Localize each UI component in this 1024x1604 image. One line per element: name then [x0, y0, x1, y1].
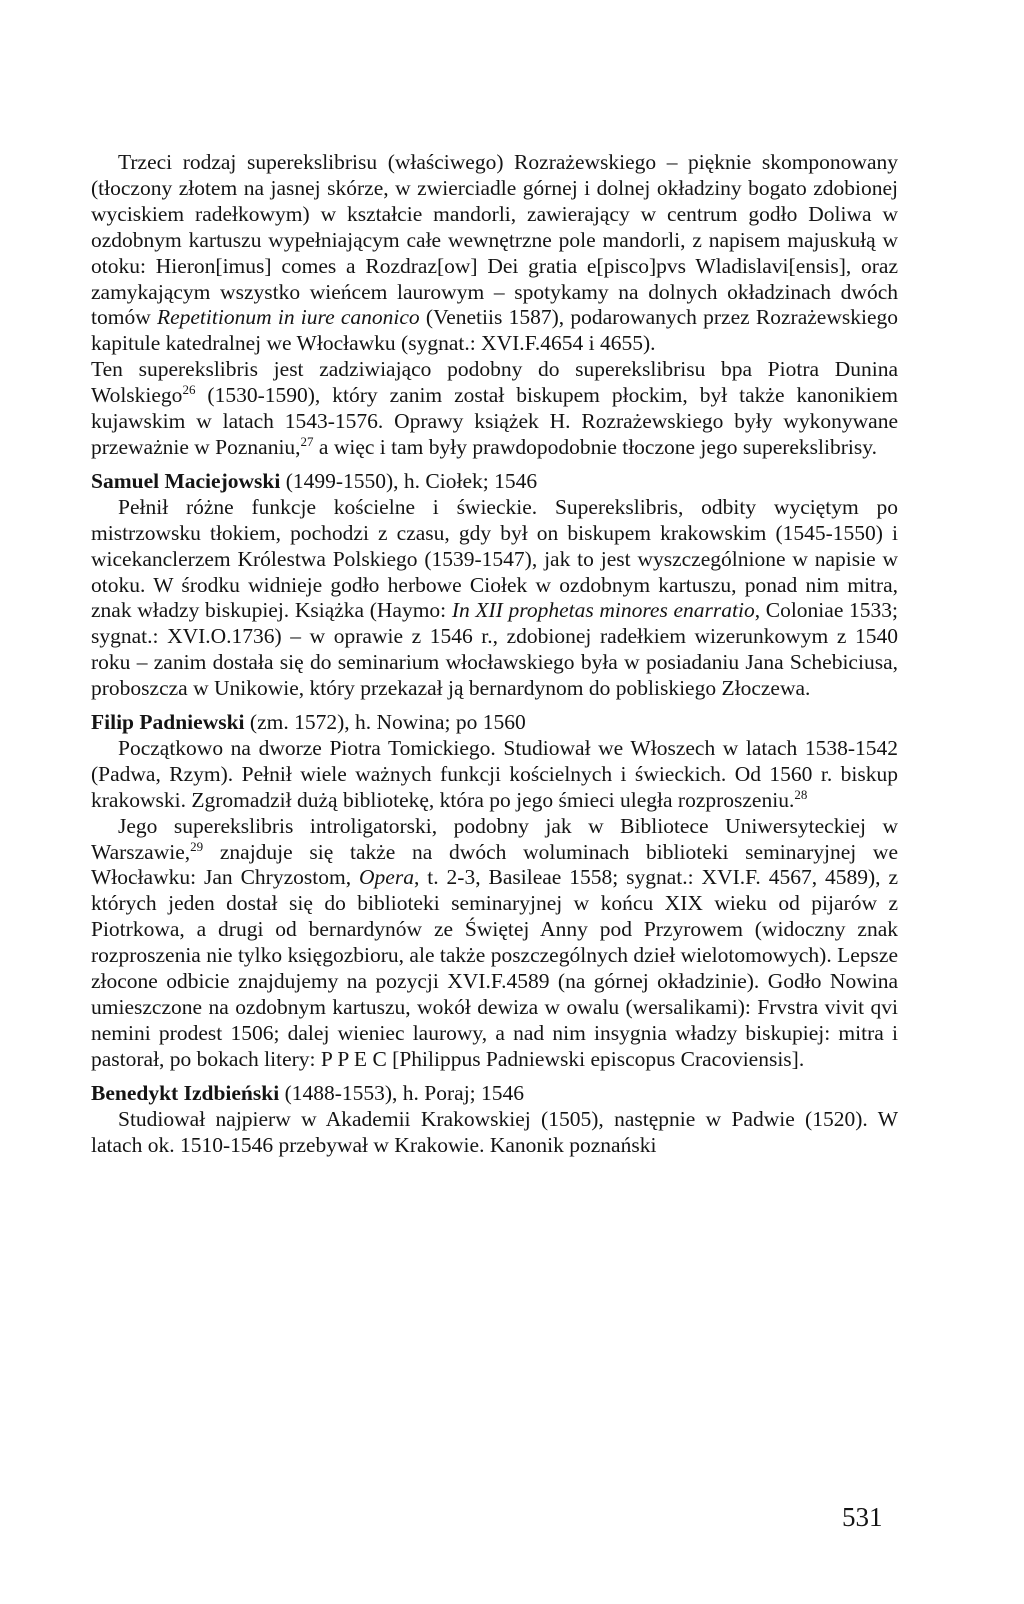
- book-title: In XII prophetas minores enarratio: [451, 598, 755, 623]
- paragraph-rozrazewski-superexlibris: Trzeci rodzaj superekslibrisu (właściwego) Rozrażewskiego – pięknie skomponowany (tłoczony złotem na jasnej skórze, w zwierciadle górnej i dolnej okładziny bogato zdobionej wyciskiem radełkowym) w kształcie mandorli, zawierający w centrum godło Doliwa w ozdobnym kartuszu wypełniającym całe wewnętrzne pole mandorli, z napisem majuskułą w otoku: Hieron[imus] comes a Rozdraz[ow] Dei gratia e[pisco]pvs Wladislavi[ensis], oraz zamykającym wszystko wieńcem laurowym – spotykamy na dolnych okładzinach dwóch tomów Repetitionum in iure canonico (Venetiis 1587), podarowanych przez Rozrażewskiego kapitule katedralnej we Włocławku (sygnat.: XVI.F.4654 i 4655).: [91, 150, 898, 356]
- entry-body-izdbienski: Studiował najpierw w Akademii Krakowskiej (1505), następnie w Padwie (1520). W latach ok. 1510-1546 przebywał w Krakowie. Kanonik poznański: [91, 1106, 898, 1157]
- person-name: Samuel Maciejowski: [91, 468, 281, 493]
- footnote-ref: 27: [300, 433, 314, 449]
- person-name: Filip Padniewski: [91, 710, 245, 735]
- entry-header-maciejowski: Samuel Maciejowski (1499-1550), h. Ciołek; 1546: [91, 468, 538, 493]
- footnote-ref: 26: [182, 382, 196, 397]
- footnote-ref: 28: [794, 786, 808, 802]
- entry-body-padniewski-2: Jego superekslibris introligatorski, podobny jak w Bibliotece Uniwersyteckiej w Warszawie,$^{29}$ znajduje się także na dwóch woluminach biblioteki seminaryjnej we Włocławku: Jan Chryzostom, Opera, t. 2-3, Basileae 1558; sygnat.: XVI.F. 4567, 4589), z których jeden dostał się do biblioteki seminaryjnej w końcu XIX wieku od pijarów z Piotrkowa, a drugi od bernardynów ze Świętej Anny pod Przyrowem (widoczny znak rozproszenia nie tylko księgozbioru, ale także poszczególnych dzieł wielotomowych). Lepsze złocone odbicie znajdujemy na pozycji XVI.F.4589 (na górnej okładzinie). Godło Nowina umieszczone na ozdobnym kartuszu, wokół dewiza w owalu (wersalikami): Frvstra vivit qvi nemini prodest 1506; dalej wieniec laurowy, a nad nim insygnia władzy biskupiej: mitra i pastorał, po bokach litery: P P E C [Philippus Padniewski episcopus Cracoviensis].: [91, 813, 898, 1071]
- paragraph-wolski-comparison: Ten superekslibris jest zadziwiająco podobny do superekslibrisu bpa Piotra Dunina Wolskiego$^{26}$ (1530-1590), który zanim został biskupem płockim, był także kanonikiem kujawskim w latach 1543-1576. Oprawy książek H. Rozrażewskiego były wykonywane przeważnie w Poznaniu,$^{27}$ a więc i tam były prawdopodobnie tłoczone jego superekslibrisy.: [91, 357, 898, 459]
- entry-body-padniewski-1: Początkowo na dworze Piotra Tomickiego. Studiował we Włoszech w latach 1538-1542 (Padwa, Rzym). Pełnił wiele ważnych funkcji kościelnych i świeckich. Od 1560 r. biskup krakowski. Zgromadził dużą bibliotekę, która po jego śmieci uległa rozproszeniu.$^{28}$: [91, 735, 898, 812]
- person-name: Benedykt Izdbieński: [91, 1080, 280, 1105]
- document-body: [91, 150, 898, 1158]
- page-number: 531: [842, 1502, 883, 1532]
- entry-header-izdbienski: Benedykt Izdbieński (1488-1553), h. Poraj; 1546: [91, 1080, 525, 1105]
- book-title: Repetitionum in iure canonico: [156, 305, 420, 330]
- book-title: Opera: [359, 865, 414, 890]
- entry-body-maciejowski: Pełnił różne funkcje kościelne i świeckie. Superekslibris, odbity wyciętym po mistrzowsku tłokiem, pochodzi z czasu, gdy był on biskupem krakowskim (1545-1550) i wicekanclerzem Królestwa Polskiego (1539-1547), jak to jest wyszczególnione w napisie w otoku. W środku widnieje godło herbowe Ciołek w ozdobnym kartuszu, ponad nim mitra, znak władzy biskupiej. Książka (Haymo: In XII prophetas minores enarratio, Coloniae 1533; sygnat.: XVI.O.1736) – w oprawie z 1546 r., zdobionej radełkiem wizerunkowym z 1540 roku – zanim dostała się do seminarium włocławskiego była w posiadaniu Jana Schebiciusa, proboszcza w Unikowie, który przekazał ją bernardynom do pobliskiego Złoczewa.: [91, 494, 898, 701]
- footnote-ref: 29: [190, 838, 204, 854]
- entry-header-padniewski: Filip Padniewski (zm. 1572), h. Nowina; po 1560: [91, 710, 526, 735]
